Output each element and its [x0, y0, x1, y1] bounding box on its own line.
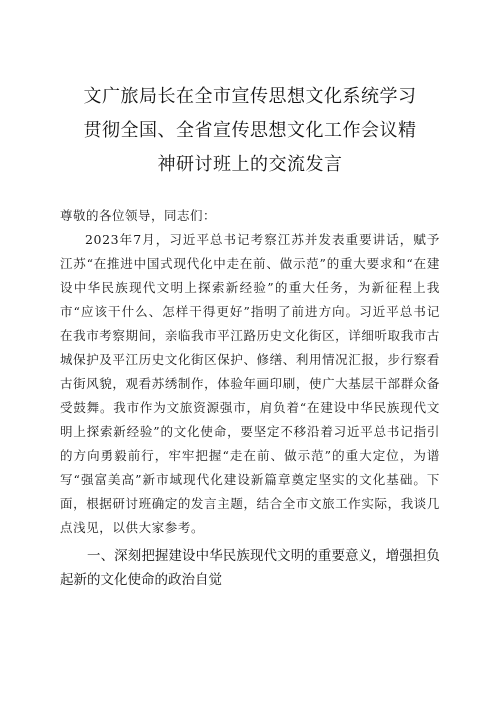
title-line-1: 文广旅局长在全市宣传思想文化系统学习	[83, 86, 417, 107]
section-heading-1: 一、深刻把握建设中华民族现代文明的重要意义，增强担负起新的文化使命的政治自觉	[60, 548, 440, 588]
salutation: 尊敬的各位领导，同志们：	[60, 208, 217, 223]
document-title	[60, 80, 440, 182]
body-paragraph-1: 2023年7月，习近平总书记考察江苏并发表重要讲话，赋予江苏“在推进中国式现代化中走在前、做示范”的重大要求和“在建设中华民族现代文明上探索新经验”的重大任务，为新征程上我市“应该干什么、怎样干得更好”指明了前进方向。习近平总书记在我市考察期间，亲临我市平江路历史文化街区，详细听取我市古城保护及平江历史文化街区保护、修缮、利用情况汇报，步行察看古街风貌，观看苏绣制作，体验年画印刷，使广大基层干部群众备受鼓舞。我市作为文旅资源强市，肩负着“在建设中华民族现代文明上探索新经验”的文化使命，要坚定不移沿着习近平总书记指引的方向勇毅前行，牢牢把握“走在前、做示范”的重大定位，为谱写“强富美高”新市域现代化建设新篇章奠定坚实的文化基础。下面，根据研讨班确定的发言主题，结合全市文旅工作实际，我谈几点浅见，以供大家参考。	[60, 232, 440, 535]
title-line-2: 贯彻全国、全省宣传思想文化工作会议精	[83, 120, 417, 141]
title-line-3: 神研讨班上的交流发言	[157, 154, 343, 175]
